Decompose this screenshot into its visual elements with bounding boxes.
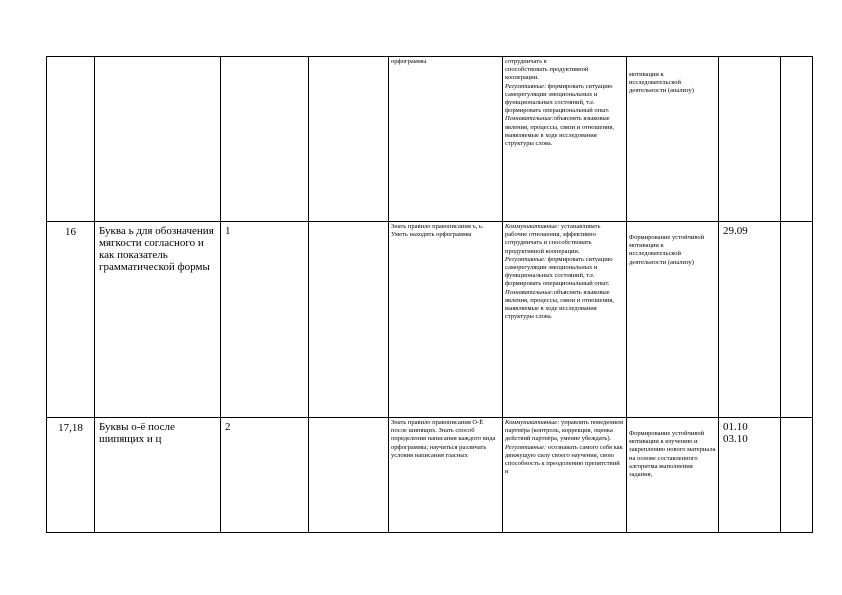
table-row xyxy=(47,222,813,418)
topic-cell xyxy=(95,57,221,222)
communicative-text: устанавливать рабочие отношения, эффективно сотрудничать и способствовать продуктивной кооперации. xyxy=(505,223,601,255)
uud-cell xyxy=(503,222,627,418)
date-cell xyxy=(719,418,781,533)
empty-cell xyxy=(309,222,389,418)
row-number-cell: 17,18 xyxy=(47,418,95,533)
goals-cell: орфограммы xyxy=(389,57,503,222)
cognitive-text: объяснять языковые явления, процессы, связи и отношения, выявляемые в ходе исследования структуры слова. xyxy=(505,115,615,148)
row-number-cell: 16 xyxy=(47,222,95,418)
lesson-plan-table xyxy=(46,56,813,533)
regulative-label: Регулятивные: xyxy=(505,443,547,451)
date-cell xyxy=(719,57,781,222)
communicative-text: управлять поведением партнёра (контроль, коррекция, оценка действий партнёра, умение убеждать). xyxy=(505,419,624,443)
cognitive-label: Познавательные: xyxy=(505,288,554,296)
empty-cell xyxy=(309,57,389,222)
regulative-text: осознавать самого себя как движущую силу своего научения, свою способность к преодолению препятствий и xyxy=(505,443,623,476)
hours-cell xyxy=(221,57,309,222)
topic-cell: Буквы о-ё после шипящих и ц xyxy=(95,418,221,533)
date-cell xyxy=(719,222,781,418)
uud-line: сотрудничать в xyxy=(505,58,547,65)
regulative-text: формировать ситуацию саморегуляции эмоциональных и функциональных состояний, т.е. формировать операциональный опыт. xyxy=(505,82,613,115)
uud-line: способствовать продуктивной xyxy=(505,66,589,74)
table-row xyxy=(47,57,813,222)
topic-cell: Буква ь для обозначения мягкости согласного и как показатель грамматической формы xyxy=(95,222,221,418)
hours-cell: 2 xyxy=(221,418,309,533)
regulative-text: формировать ситуацию саморегуляции эмоциональных и функциональных состояний, т.е. формировать операциональный опыт. xyxy=(505,255,613,288)
regulative-label: Регулятивные: xyxy=(505,255,547,263)
communicative-label: Коммуникативные: xyxy=(505,419,560,426)
goals-cell: Знать правило правописания ъ, ь. Уметь находить орфограммы xyxy=(389,222,503,418)
empty-cell xyxy=(781,418,813,533)
uud-cell xyxy=(503,57,627,222)
uud-line: кооперации. xyxy=(505,74,539,82)
regulative-label: Регулятивные: xyxy=(505,82,547,90)
communicative-label: Коммуникативные: xyxy=(505,223,560,230)
hours-cell: 1 xyxy=(221,222,309,418)
table-row xyxy=(47,418,813,533)
cognitive-text: объяснять языковые явления, процессы, связи и отношения, выявляемые в ходе исследования структуры слова. xyxy=(505,288,615,321)
empty-cell xyxy=(781,222,813,418)
uud-cell xyxy=(503,418,627,533)
motivation-cell: мотивации к исследовательской деятельности (анализу) xyxy=(627,57,719,222)
lesson-date: 03.10 xyxy=(723,433,748,445)
cognitive-label: Познавательные: xyxy=(505,115,554,123)
empty-cell xyxy=(309,418,389,533)
lesson-date: 01.10 xyxy=(723,421,748,433)
lesson-date: 29.09 xyxy=(723,225,748,237)
motivation-cell: Формирование устойчивой мотивации к исследовательской деятельности (анализу) xyxy=(627,222,719,418)
motivation-cell: Формирование устойчивой мотивации к изучению и закреплению нового материала на основе составленного алгоритма выполнения задания, xyxy=(627,418,719,533)
goals-cell: Знать правило правописания О-Ё после шипящих. Знать способ определения написания каждого вида орфограммы; научиться различать условия написания гласных xyxy=(389,418,503,533)
row-number-cell xyxy=(47,57,95,222)
empty-cell xyxy=(781,57,813,222)
